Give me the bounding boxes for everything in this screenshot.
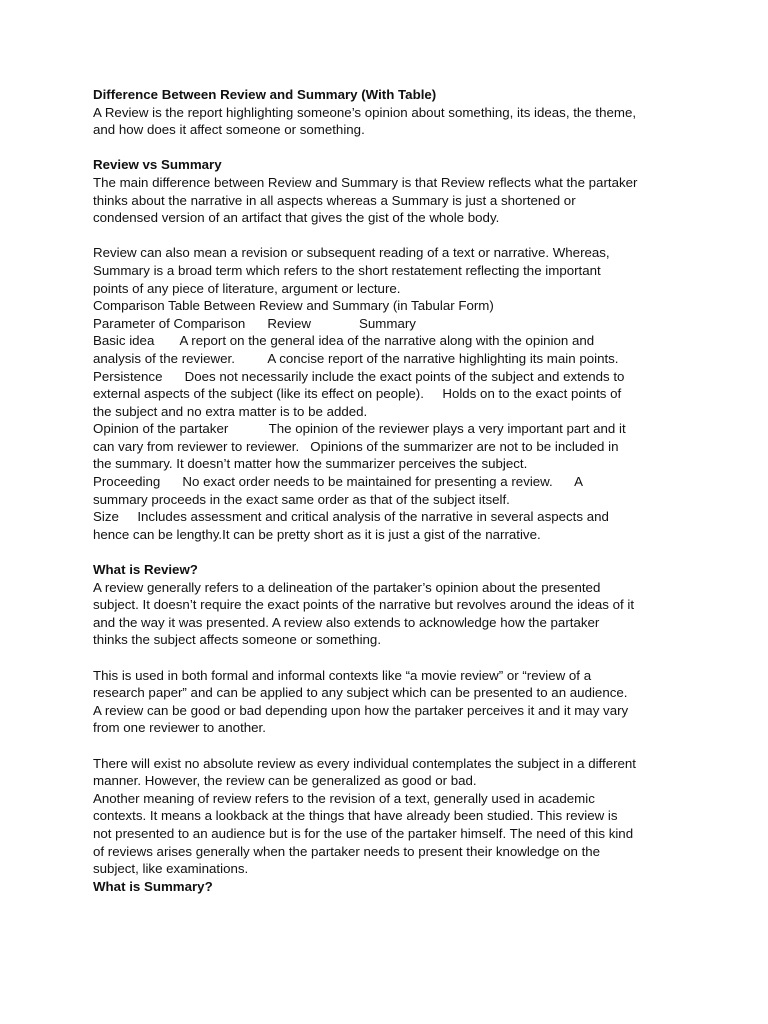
text-line: subject. It doesn’t require the exact points of the narrative but revolves around the ideas of it: [93, 597, 635, 613]
text-line: contexts. It means a lookback at the things that have already been studied. This review is: [93, 808, 618, 824]
table-line: Proceeding No exact order needs to be maintained for presenting a review. A: [93, 474, 584, 490]
text-line: and how does it affect someone or something.: [93, 122, 365, 138]
table-line: summary proceeds in the exact same order as that of the subject itself.: [93, 491, 510, 507]
table-line: the subject and no extra matter is to be added.: [93, 403, 368, 419]
text-line: subject, like examinations.: [93, 861, 249, 877]
text-line: research paper” and can be applied to any subject which can be presented to an audience.: [93, 685, 628, 701]
text-line: The main difference between Review and Summary is that Review reflects what the partaker: [93, 174, 638, 190]
paragraph-spacer: [93, 737, 693, 755]
document-page: [93, 86, 693, 895]
paragraph-spacer: [93, 649, 693, 667]
text-line: not presented to an audience but is for the use of the partaker himself. The need of this kind: [93, 825, 634, 841]
table-line: Opinion of the partaker The opinion of the reviewer plays a very important part and it: [93, 421, 626, 437]
table-line: analysis of the reviewer. A concise report of the narrative highlighting its main points.: [93, 350, 619, 366]
review-paragraph-1: [93, 579, 693, 649]
text-line: condensed version of an artifact that gives the gist of the whole body.: [93, 210, 500, 226]
comparison-table-text: [93, 297, 693, 543]
text-line: A review can be good or bad depending upon how the partaker perceives it and it may vary: [93, 702, 629, 718]
review-paragraph-3: [93, 755, 693, 878]
text-line: thinks about the narrative in all aspects whereas a Summary is just a shortened or: [93, 192, 576, 208]
paragraph-spacer: [93, 139, 693, 157]
text-line: There will exist no absolute review as every individual contemplates the subject in a different: [93, 755, 636, 771]
text-line: Summary is a broad term which refers to the short restatement reflecting the important: [93, 262, 601, 278]
intro-paragraph: [93, 104, 693, 139]
table-line: Basic idea A report on the general idea of the narrative along with the opinion and: [93, 333, 595, 349]
text-line: Another meaning of review refers to the revision of a text, generally used in academic: [93, 790, 595, 806]
paragraph-spacer: [93, 227, 693, 245]
table-line: the summary. It doesn’t matter how the summarizer perceives the subject.: [93, 456, 528, 472]
document-title: Difference Between Review and Summary (With Table): [93, 87, 437, 102]
table-line: hence can be lengthy.It can be pretty short as it is just a gist of the narrative.: [93, 526, 541, 542]
table-line: Comparison Table Between Review and Summary (in Tabular Form): [93, 298, 494, 314]
paragraph-spacer: [93, 543, 693, 561]
text-line: A review generally refers to a delineation of the partaker’s opinion about the presented: [93, 579, 601, 595]
section-heading-what-is-review: What is Review?: [93, 562, 198, 578]
section-heading-review-vs-summary: Review vs Summary: [93, 157, 222, 173]
table-line: Size Includes assessment and critical analysis of the narrative in several aspects and: [93, 509, 609, 525]
table-line: can vary from reviewer to reviewer. Opinions of the summarizer are not to be included in: [93, 438, 619, 454]
text-line: from one reviewer to another.: [93, 720, 266, 736]
text-line: This is used in both formal and informal contexts like “a movie review” or “review of a: [93, 667, 592, 683]
text-line: Review can also mean a revision or subsequent reading of a text or narrative. Whereas,: [93, 245, 610, 261]
text-line: and the way it was presented. A review also extends to acknowledge how the partaker: [93, 614, 600, 630]
table-line: external aspects of the subject (like its effect on people). Holds on to the exact points of: [93, 386, 622, 402]
review-vs-summary-paragraph: [93, 174, 693, 227]
text-line: manner. However, the review can be generalized as good or bad.: [93, 773, 477, 789]
meaning-paragraph: [93, 244, 693, 297]
section-heading-what-is-summary: What is Summary?: [93, 878, 213, 894]
text-line: of reviews arises generally when the partaker needs to present their knowledge on the: [93, 843, 601, 859]
text-line: thinks the subject affects someone or something.: [93, 632, 382, 648]
table-line: Parameter of Comparison Review Summary: [93, 315, 416, 331]
text-line: A Review is the report highlighting someone’s opinion about something, its ideas, the theme,: [93, 104, 637, 120]
table-line: Persistence Does not necessarily include the exact points of the subject and extends to: [93, 368, 625, 384]
review-paragraph-2: [93, 667, 693, 737]
text-line: points of any piece of literature, argument or lecture.: [93, 280, 401, 296]
